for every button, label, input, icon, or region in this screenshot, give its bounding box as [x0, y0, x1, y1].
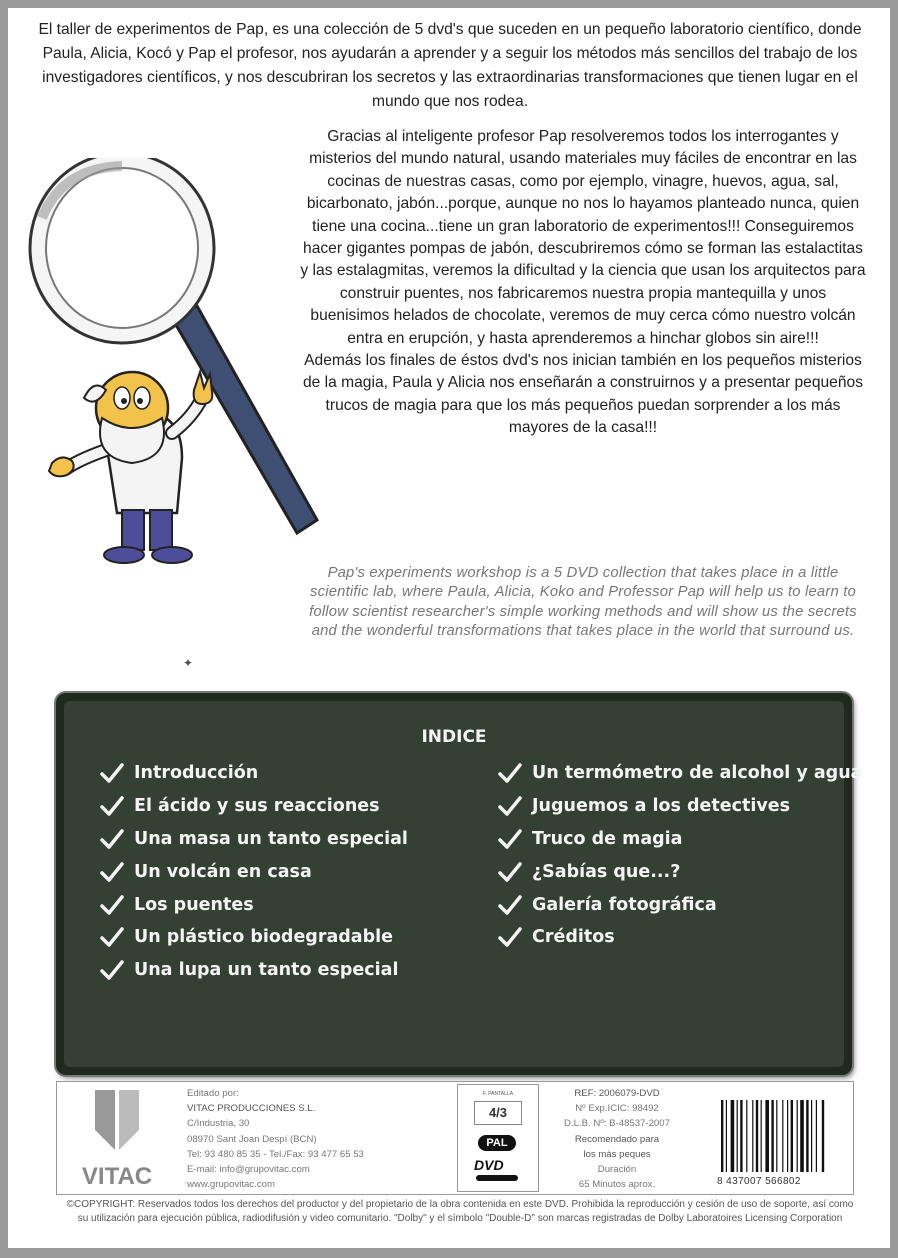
spanish-description: [300, 126, 866, 440]
index-item: [100, 888, 408, 921]
dlb-number: D.L.B. Nº: B-48537-2007: [564, 1118, 670, 1130]
barcode-bar: [746, 1100, 747, 1172]
checkmark-icon: [498, 762, 522, 784]
vitac-logo-text: VITAC: [81, 1163, 153, 1190]
index-item-label: Introducción: [134, 763, 259, 784]
barcode-bar: [782, 1100, 783, 1172]
barcode-bar: [721, 1100, 723, 1172]
vitac-logo: [67, 1086, 167, 1190]
barcode-bar: [726, 1100, 727, 1172]
recommended-label: Recomendado para: [574, 1133, 660, 1145]
product-info: [547, 1086, 687, 1192]
index-item: [498, 855, 862, 888]
checkmark-icon: [100, 894, 124, 916]
index-left-column: [100, 757, 408, 987]
index-right-column: [498, 757, 862, 954]
index-item-label: Créditos: [532, 927, 615, 948]
pal-badge: PAL: [478, 1135, 516, 1151]
barcode-bar: [752, 1100, 753, 1172]
index-item: [498, 823, 862, 856]
edited-by-label: Editado por:: [187, 1088, 239, 1099]
publisher-street: C/Industria, 30: [187, 1118, 250, 1130]
reference-number: REF: 2006079-DVD: [574, 1088, 660, 1099]
publisher-phone: Tel: 93 480 85 35 - Tel./Fax: 93 477 65 53: [187, 1148, 364, 1160]
barcode: [717, 1092, 837, 1188]
professor-pap-illustration: [22, 158, 322, 578]
spanish-paragraph-1: Gracias al inteligente profesor Pap resolveremos todos los interrogantes y misterios del mundo natural, usando materiales muy fáciles de encontrar en las cocinas de nuestras casas, como por ejemplo, vinagre, huevos, agua, sal, bicarbonato, jabón...porque, aunque no nos lo hayamos planteado nunca, quien tiene una cocina...tiene un gran laboratorio de experimentos!!! Conseguiremos hacer gigantes pompas de jabón, descubriremos cómo se forman las estalactitas y las estalagmitas, veremos la dificultad y la ciencia que usan los arquitectos para construir puentes, nos fabricaremos nuestra propia mantequilla y unos buenisimos helados de chocolate, veremos de muy cerca cómo nuestro volcán entra en erupción, y hasta aprenderemos a hinchar globos sin aire!!!: [300, 128, 866, 347]
format-specs: [457, 1084, 539, 1192]
aspect-ratio-badge: 4/3: [474, 1101, 522, 1125]
checkmark-icon: [100, 926, 124, 948]
index-item-label: El ácido y sus reacciones: [134, 796, 380, 817]
checkmark-icon: [100, 861, 124, 883]
star-mark-icon: ✦: [183, 656, 194, 670]
barcode-bar: [787, 1100, 788, 1172]
duration-value: 65 Minutos aprox.: [578, 1179, 656, 1191]
publisher-company: VITAC PRODUCCIONES S.L.: [187, 1103, 316, 1115]
barcode-bar: [761, 1100, 762, 1172]
checkmark-icon: [498, 926, 522, 948]
checkmark-icon: [100, 795, 124, 817]
index-title: INDICE: [421, 727, 487, 747]
checkmark-icon: [100, 828, 124, 850]
index-item-label: Los puentes: [134, 894, 254, 915]
index-item-label: Un volcán en casa: [134, 861, 312, 882]
publisher-city: 08970 Sant Joan Despí (BCN): [187, 1133, 317, 1145]
publisher-email: E-mail: info@grupovitac.com: [187, 1164, 310, 1176]
index-chalkboard: [56, 693, 863, 1075]
exp-number: Nº Exp.ICIC: 98492: [575, 1103, 659, 1115]
index-item: [100, 921, 408, 954]
index-item-label: Truco de magia: [532, 828, 683, 849]
index-item-label: Un termómetro de alcohol y agua: [532, 763, 863, 784]
barcode-bar: [737, 1100, 738, 1172]
index-item: [498, 921, 862, 954]
checkmark-icon: [498, 795, 522, 817]
barcode-bar: [806, 1100, 808, 1172]
index-item: [100, 954, 408, 987]
barcode-bar: [797, 1100, 798, 1172]
index-item: [498, 790, 862, 823]
checkmark-icon: [100, 762, 124, 784]
barcode-bar: [756, 1100, 758, 1172]
index-item-label: Galería fotográfica: [532, 894, 717, 915]
checkmark-icon: [498, 894, 522, 916]
barcode-bar: [776, 1100, 777, 1172]
intro-paragraph: El taller de experimentos de Pap, es una colección de 5 dvd's que suceden en un pequeño laboratorio científico, donde Paula, Alicia, Kocó y Pap el profesor, nos ayudarán a aprender y a seguir los métodos más sencillos del trabajo de los investigadores científicos, y nos descubriran los secretos y las extraordinarias transformaciones que tienen lugar en el mundo que nos rodea.: [38, 21, 862, 110]
copyright-notice: ©COPYRIGHT: Reservados todos los derechos del productor y del propietario de la obra contenida en este DVD. Prohibida la reproducción y cesión de uso de soporte, así como su utilización para ejecución pública, radiodifusión y video comunitario. "Dolby" y el símbolo "Double-D" son marcas registradas de Dolby Laboratoires Licensing Corporation: [66, 1199, 854, 1224]
checkmark-icon: [498, 861, 522, 883]
checkmark-icon: [498, 828, 522, 850]
spanish-paragraph-2: Además los finales de éstos dvd's nos inician también en los pequeños misterios de la magia, Paula y Alicia nos enseñarán a construirnos y a presentar pequeños trucos de magia para que los más pequeños puedan sorprender a los más mayores de la casa!!!: [303, 352, 863, 437]
index-item: [498, 757, 862, 790]
index-item: [100, 855, 408, 888]
duration-label: Duración: [597, 1164, 637, 1176]
chalkboard-surface: [64, 701, 863, 1067]
dvd-logo-disc: [476, 1175, 518, 1181]
index-item-label: ¿Sabías que...?: [532, 861, 681, 882]
barcode-bar: [822, 1100, 824, 1172]
barcode-bar: [740, 1100, 742, 1172]
publisher-web: www.grupovitac.com: [187, 1179, 275, 1191]
index-item: [100, 823, 408, 856]
barcode-bar: [791, 1100, 793, 1172]
index-item: [100, 757, 408, 790]
index-item-label: Una masa un tanto especial: [134, 828, 408, 849]
barcode-bar: [765, 1100, 769, 1172]
barcode-bar: [800, 1100, 804, 1172]
index-item: [100, 790, 408, 823]
index-item-label: Juguemos a los detectives: [532, 796, 791, 817]
credits-footer: [56, 1081, 854, 1195]
index-item-label: Un plástico biodegradable: [134, 927, 394, 948]
barcode-number: 8 437007 566802: [717, 1176, 801, 1187]
index-item: [498, 888, 862, 921]
screen-format-label: F. PANTALLA: [482, 1091, 514, 1097]
barcode-bar: [771, 1100, 773, 1172]
index-item-label: Una lupa un tanto especial: [134, 960, 399, 981]
barcode-bar: [811, 1100, 812, 1172]
dvd-back-cover: [8, 8, 890, 1248]
audience-label: los más peques: [583, 1148, 651, 1160]
checkmark-icon: [100, 959, 124, 981]
english-description: Pap's experiments workshop is a 5 DVD collection that takes place in a little scientific lab, where Paula, Alicia, Koko and Professor Pap will help us to learn to follow scientist researcher's simple working methods and will show us the secrets and the wonderful transformations that takes place in the world that surround us.: [309, 565, 857, 640]
publisher-info: [187, 1086, 364, 1192]
barcode-bar: [731, 1100, 735, 1172]
dvd-logo: DVD: [474, 1157, 504, 1173]
barcode-bar: [816, 1100, 817, 1172]
